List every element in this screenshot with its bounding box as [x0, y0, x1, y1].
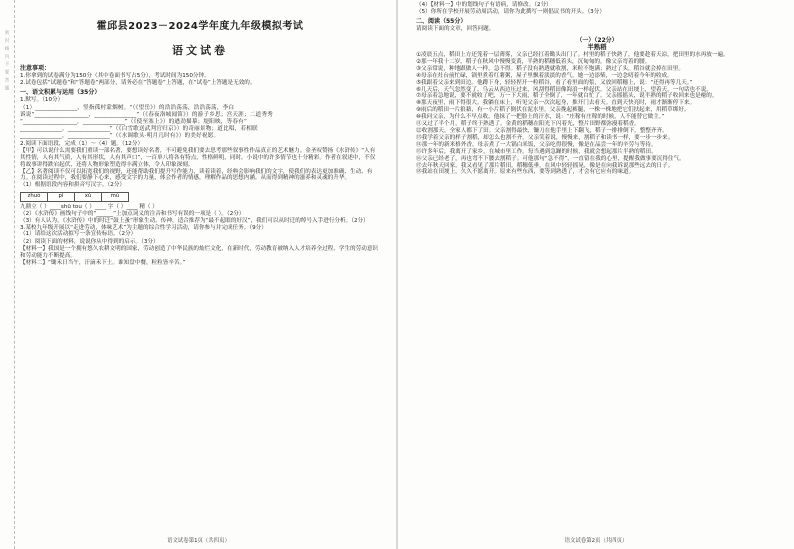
- note-item: 1.你拿到的试卷满分为150分（其中卷面书写占5分），考试时间为150分钟。: [20, 73, 210, 79]
- article-paragraph: ⑫收割那天，全家人都下了田。父亲割得最快，镰刀在他手里上下翻飞，稻子一排排倒下，整整齐齐。: [416, 127, 668, 134]
- pinyin-cell: pì: [48, 192, 75, 201]
- article-body: [416, 52, 778, 176]
- q2-paragraph-2: 【乙】名著阅读不仅可以拓宽我们的视野，还能帮助我们提升写作能力，读着读着，经典会影响我们的文字，使我们的表达更加准确、生动、有力。在阅读过程中，我们要静下心来，感受文字的力量，体会作者的情感，理解作品的思想内涵，从而得到精神的滋养和灵魂的升华。: [20, 168, 373, 182]
- q3-heading: 3.某校九年级开展以“走进劳动，体味艺术”为主题的综合性学习活动，请你参与并完成任务。（9分）: [20, 224, 267, 231]
- q2-paragraph-1: 【甲】可以说什么需要我们重读一部名著，要想读好名著，不可避免我们要去思考那些叙事性作品真正的艺术魅力。金圣叹赞扬《水浒传》“人有其性情，人有其气质，人有其形状，人有其声口”，一百单八将各有特点，性格鲜明，同时，小说中的许多情节也十分精彩。作者在叙述中，不仅将故事讲得跌宕起伏，还将人物形象塑造得丰满立体，令人印象深刻。: [20, 147, 376, 168]
- note-item: 2.试卷包括“试题卷”和“答题卷”两部分，请务必在“答题卷”上答题，在“试卷”上答题是无效的。: [20, 80, 256, 87]
- q2-sub2: （2）《水浒传》画线句子中的“______”上加点词义的注音和书写有误的一项是（ ）。（2分）: [20, 210, 245, 217]
- pinyin-cell: mù: [102, 192, 129, 201]
- pinyin-table: [20, 192, 129, 202]
- article-paragraph: ⑭那一年的新米格外香。母亲煮了一大锅白米饭，父亲吃得很慢，像是在品尝一年的辛劳与等待。: [416, 141, 657, 148]
- q3-sub1: （1）请给这次活动拟写一条宣传标语。（2分）: [20, 231, 137, 238]
- article-title: 半熟稻: [587, 42, 607, 51]
- binding-margin: [0, 0, 15, 549]
- q1-line: ______________，______________”（《白雪歌送武判官归京》）的奇丽景物；道比唱，若相联: [20, 126, 258, 133]
- section2-heading: 二、阅读（55分）: [416, 18, 467, 26]
- binding-margin-text: 密 封 线 内 不 要 答 题: [4, 30, 9, 92]
- pinyin-cell: zhuó: [21, 192, 48, 201]
- q2-sub3: （3）有人认为，《水浒传》中的时迁“鼓上蚤”形象生动、传神，适合推荐为“最不起眼的好汉”，我们可以从时迁的绰号入手进行分析。（2分）: [20, 217, 369, 224]
- q1-line: （1）______________，竖指孤村蒙烟树。“（《望岳》）的浩浩荡荡，浩浩荡荡，李白: [20, 104, 235, 111]
- q1-line: ______________，______________”（《水调歌头·明月几时有》）的美好祝愿。: [20, 133, 220, 140]
- article-paragraph: ⑯父亲已经老了，再也弯不下腰去割稻子。可他那句“急不得”，一直留在我的心里，提醒我做事要沉得住气。: [416, 155, 685, 162]
- article-paragraph: ⑥几天后，天气忽然变了。乌云从西边压过来，风刮得稻田像海浪一样起伏。父亲站在田埂上，望着天，一句话也不说。: [416, 86, 712, 93]
- article-paragraph: ①凌晨五点，稻田上方还笼着一层薄雾，父亲已经扛着锄头出门了。村里的稻子快熟了，他要趁着天凉，把田里的水再放一遍。: [416, 52, 729, 59]
- section1-heading: 一、语文积累与运用（35分）: [20, 89, 101, 97]
- top-line: （4）【材料一】中的划线句子有语病，请修改。（2分）: [416, 2, 552, 8]
- left-column: [20, 8, 380, 267]
- q1-heading: 1.默写。（10分）: [20, 97, 64, 104]
- article-paragraph: ⑱我站在田埂上，久久不愿离开。原来有些东西，要等到熟透了，才会有它应有的味道。: [416, 169, 635, 176]
- q2-sub1: （1）根据语段内容和拼音写汉字。（2分）: [20, 182, 126, 189]
- q3-material-1: 【材料一】我国是一个拥有悠久农耕文明的国家，劳动创造了中华民族的灿烂文化，在新时代，劳动教育被纳入人才培养全过程，学生的劳动意识和劳动能力不断提高。: [20, 245, 379, 259]
- article-paragraph: ⑰去年秋天回家，我又看见了那片稻田。稻穗低垂，在风中轻轻摇晃，像是在向我诉说那些远去的日子。: [416, 162, 674, 169]
- q2-sub1-line: 九鼎立（ ）____shū tou（ ）____ 字（ ）____ 精（ ）: [20, 203, 158, 210]
- article-paragraph: ④母亲在灶台前忙碌，锅里煮着红薯粥，屋子里飘着淡淡的香气。她一边添柴，一边念叨着今年的收成。: [416, 72, 673, 79]
- article-paragraph: ⑨雨后的稻田一片狼藉，有一小片稻子倒伏在泥水里。父亲挽起裤腿，一株一株地把它们扶起来，用稻草绑好。: [416, 107, 690, 114]
- q3-sub2: （2）阅读下面的材料，说说你从中得到的启示。（3分）: [20, 238, 159, 245]
- q1-line: 诉说“__________________，______________”（《春夜洛城闻笛》）的游子乡思；宫天涯；二道秀秀: [20, 111, 273, 118]
- article-paragraph: ③父亲常说，种地跟做人一样，急不得。稻子没有熟透就收割，米粒不饱满；熟过了头，稻谷就会掉在田里。: [416, 65, 684, 72]
- q3-material-2: 【材料二】“锄禾日当午，汗滴禾下土。谁知盘中餐，粒粒皆辛苦。”: [20, 259, 186, 266]
- article-paragraph: ⑪又过了半个月，稻子终于熟透了。金黄的稻穗在阳光下闪着光，整片田野都弥漫着稻香。: [416, 121, 640, 128]
- page-footer: 语文试卷第2页（共四页）: [564, 538, 628, 544]
- article-paragraph: ⑤我跟着父亲来到田边。他蹲下身，轻轻捏开一粒稻谷，看了看里面的浆，又放回稻穗上，说：“还得再等几天。”: [416, 79, 693, 86]
- part-number: （一）（22分）: [576, 36, 618, 44]
- article-paragraph: ⑦母亲着急地说，要不就收了吧，万一下大雨，稻子全倒了，一年就白忙了。父亲摇摇头，说半熟的稻子收回来也是瘪的。: [416, 93, 718, 100]
- article-paragraph: ②那一年我十二岁，稻子在秋风中慢慢变黄，半熟的稻穗低着头，沉甸甸的，像父亲弯着的腰。: [416, 58, 651, 65]
- top-line: （5）你所在学校开展劳动周活动，请你为此撰写一则倡议书的开头。（3分）: [416, 9, 605, 16]
- section2-note: 请阅读下面的文章，回答问题。: [416, 26, 495, 33]
- article-paragraph: ⑮许多年后，我离开了家乡，在城市里工作。每当遇到急躁的时候，我就会想起那片半熟的稻田。: [416, 148, 657, 155]
- exam-title: 霍邱县2023－2024学年度九年级模拟考试: [96, 21, 304, 32]
- q1-line: “__________________，______________”（《使至塞上》）的遒劲描摹；堤阳映，等春有“: [20, 119, 248, 126]
- right-column: [416, 2, 778, 176]
- notes-heading: 注意事项：: [20, 65, 51, 72]
- exam-page-right: [398, 0, 794, 549]
- article-paragraph: ⑬我学着父亲的样子割稻，却怎么也割不齐。父亲笑着说，慢慢来，割稻子和读书一样，要一步一步来。: [416, 134, 674, 141]
- pinyin-cell: xù: [75, 192, 102, 201]
- page-footer: 语文试卷第1页（共四页）: [167, 538, 230, 544]
- subject-title: 语文试卷: [172, 44, 228, 57]
- q2-heading: 2.阅读下面语段，完成（1）～（4）题。（12分）: [20, 140, 144, 147]
- article-paragraph: ⑧那天夜里，雨下得很大。我躺在床上，听见父亲一次次起身，推开门去看天。直到天快亮时，雨才渐渐停下来。: [416, 100, 696, 107]
- article-paragraph: ⑩我问父亲，为什么不早点收。他抹了一把脸上的汗水，说：“庄稼有庄稼的时候，人不能替它做主。”: [416, 114, 665, 121]
